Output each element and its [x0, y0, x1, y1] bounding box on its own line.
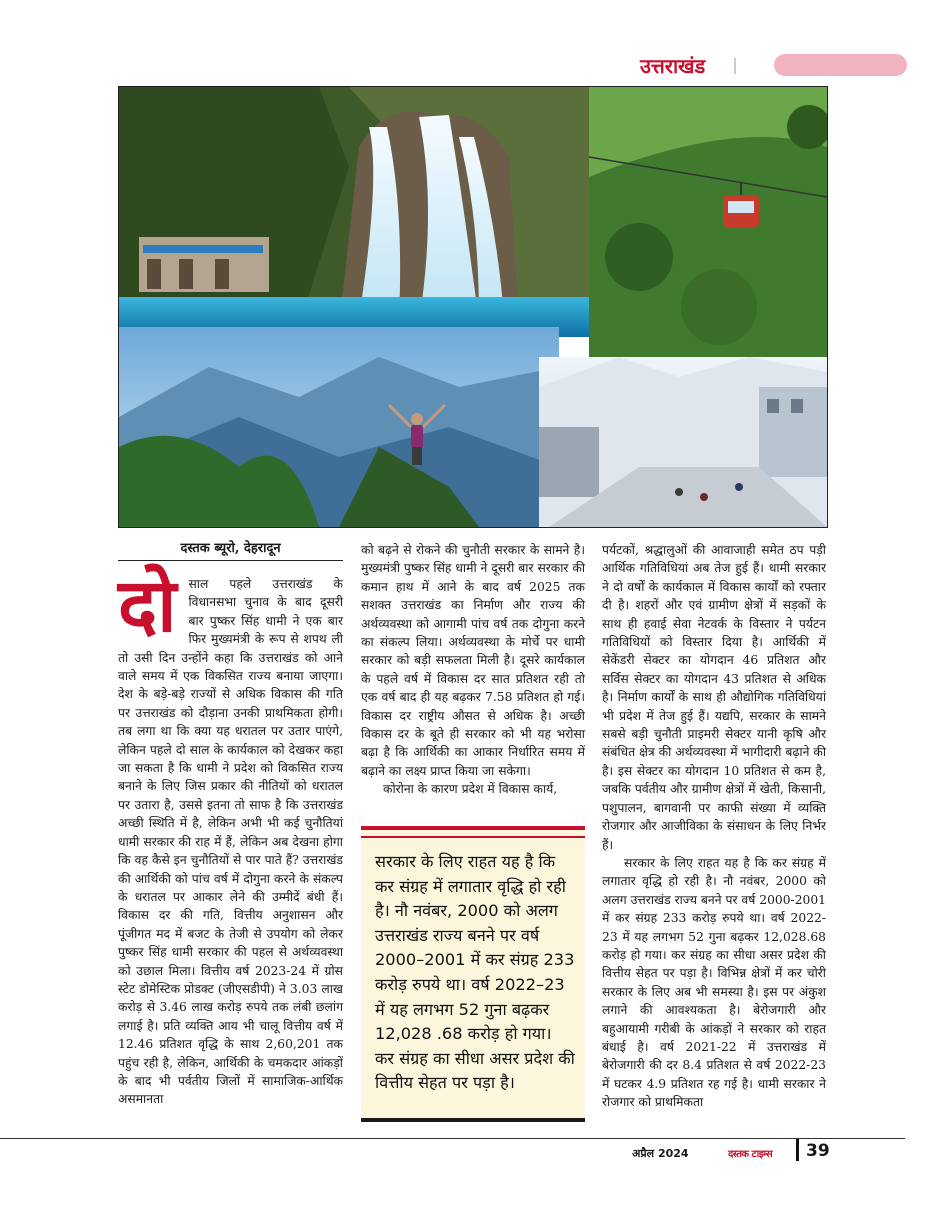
ropeway-scene [589, 87, 827, 357]
footer-rule [0, 1138, 905, 1139]
section-title: उत्तराखंड [640, 54, 706, 78]
pull-quote-box [361, 826, 585, 1122]
header-pill [774, 54, 907, 76]
opening-paragraph [118, 563, 343, 1109]
col3-paragraph-1: पर्यटकों, श्रद्धालुओं की आवाजाही समेत ठप पड़ी आर्थिक गतिविधियां अब तेज हुई हैं। धामी सरकार ने दो वर्षों के कार्यकाल में विकास कार्यों को रफ्तार दी है। शहरों और एवं ग्रामीण क्षेत्रों में सड़कों के साथ ही हवाई सेवा नेटवर्क के विस्तार ने पर्यटन गतिविधियों को विस्तार दिया है। आर्थिकी में सेकेंडरी सेक्टर का योगदान 46 प्रतिशत और सर्विस सेक्टर का योगदान 43 प्रतिशत से अधिक है। निर्माण कार्यों के साथ ही औद्योगिक गतिविधियां भी प्रदेश में तेज हुई हैं। यद्यपि, सरकार के सामने सबसे बड़ी चुनौती प्राइमरी सेक्टर यानी कृषि और संबंधित क्षेत्र की अर्थव्यवस्था में भागीदारी बढ़ाने की है। इस सेक्टर का योगदान 10 प्रतिशत से कम है, जबकि पर्वतीय और ग्रामीण क्षेत्रों में खेती, किसानी, पशुपालन, बागवानी पर काफी संख्या में व्यक्ति रोजगार और आजीविका के संसाधन के लिए निर्भर हैं। [602, 543, 826, 852]
footer-date: अप्रैल 2024 [632, 1147, 689, 1160]
header-divider [734, 58, 736, 74]
col2-paragraph-1: को बढ़ने से रोकने की चुनौती सरकार के सामने है। मुख्यमंत्री पुष्कर सिंह धामी ने दूसरी बार सरकार की कमान हाथ में आने के बाद वर्ष 2025 तक सशक्त उत्तराखंड का निर्माण और राज्य की अर्थव्यवस्था को आगामी पांच वर्ष तक दोगुना करने का संकल्प लिया। अर्थव्यवस्था के मोर्चे पर धामी सरकार को बड़ी सफलता मिली है। दूसरे कार्यकाल के पहले वर्ष में विकास दर सात प्रतिशत रही तो एक वर्ष बाद ही यह बढ़कर 7.58 प्रतिशत हो गई। विकास दर राष्ट्रीय औसत से अधिक है। अच्छी विकास दर के बूते ही सरकार को भी यह भरोसा बढ़ा है कि आर्थिकी का आकार निर्धारित समय में बढ़ाने का लक्ष्य प्राप्त किया जा सकेगा। [361, 543, 585, 778]
article-column-3 [602, 541, 826, 1112]
footer-separator [796, 1139, 799, 1161]
hero-image [118, 86, 828, 528]
snow-town-scene [539, 357, 827, 527]
footer-brand-logo: दस्तक टाइम्स [728, 1149, 773, 1160]
page-number: 39 [806, 1141, 830, 1161]
pull-quote: सरकार के लिए राहत यह है कि कर संग्रह में लगातार वृद्धि हो रही है। नौ नवंबर, 2000 को अलग उत्तराखंड राज्य बनने पर वर्ष 2000–2001 में कर संग्रह 233 करोड़ रुपये था। वर्ष 2022–23 में यह लगभग 52 गुना बढ़कर 12,028 .68 करोड़ हो गया। कर संग्रह का सीधा असर प्रदेश की वित्तीय सेहत पर पड़ा है। [375, 852, 575, 1093]
col2-paragraph-2: कोरोना के कारण प्रदेश में विकास कार्य, [383, 782, 558, 797]
article-column-1 [118, 540, 343, 1109]
drop-cap: दो [118, 563, 177, 649]
col1-text: साल पहले उत्तराखंड के विधानसभा चुनाव के बाद दूसरी बार पुष्कर सिंह धामी ने एक बार फिर मुख्यमंत्री के रूप से शपथ ली तो उसी दिन उन्होंने कहा कि उत्तराखंड को आने वाले समय में एक विकसित राज्य बनाया जाएगा। देश के बड़े-बड़े राज्यों से अधिक विकास की गति पर उत्तराखंड को दौड़ाना उनकी प्राथमिकता होगी। तब लगा था कि क्या यह धरातल पर उतार पाएंगे, लेकिन पहले दो साल के कार्यकाल को देखकर कहा जा सकता है कि धामी ने प्रदेश को विकसित राज्य बनाने के लिए जिस प्रकार की नीतियों को धरातल पर उतारा है, उससे इतना तो साफ है कि उत्तराखंड अच्छी स्थिति में है, लेकिन अभी भी कई चुनौतियां धामी सरकार की राह में हैं, लेकिन अब देखना होगा कि वह कैसे इन चुनौतियों से पार पाते हैं? उत्तराखंड की आर्थिकी को पांच वर्ष में दोगुना करने के संकल्प के धरातल पर आकार लेने की उम्मीदें बंधी हैं। विकास दर की गति, वित्तीय अनुशासन और पूंजीगत मद में बजट के तेजी से उपयोग को लेकर पुष्कर सिंह धामी सरकार की पहल से अर्थव्यवस्था को उछाल मिला। वित्तीय वर्ष 2023-24 में ग्रोस स्टेट डोमेस्टिक प्रोडक्ट (जीएसडीपी) ने 3.03 लाख करोड़ से 3.46 लाख करोड़ रुपये तक लंबी छलांग लगाई है। प्रति व्यक्ति आय भी चालू वित्तीय वर्ष में 12.46 प्रतिशत वृद्धि के साथ 2,60,201 तक पहुंच रही है, लेकिन, आर्थिकी के चमकदार आंकड़ों के बाद भी पर्वतीय जिलों में सामाजिक-आर्थिक असमानता [118, 577, 343, 1107]
byline: दस्तक ब्यूरो, देहरादून [118, 540, 343, 561]
col3-paragraph-2: सरकार के लिए राहत यह है कि कर संग्रह में लगातार वृद्धि हो रही है। नौ नवंबर, 2000 को अलग उत्तराखंड राज्य बनने पर वर्ष 2000-2001 में कर संग्रह 233 करोड़ रुपये था। वर्ष 2022-23 में यह लगभग 52 गुना बढ़कर 12,028.68 करोड़ हो गया। कर संग्रह का सीधा असर प्रदेश की वित्तीय सेहत पर पड़ा है। विभिन्न क्षेत्रों में कर चोरी सरकार के लिए अब भी समस्या है। इस पर अंकुश लगाने की आवश्यकता है। बेरोजगारी और बहुआयामी गरीबी के आंकड़ों ने सरकार को राहत बंधाई है। वर्ष 2021-22 में उत्तराखंड में बेरोजगारी की दर 8.4 प्रतिशत से वर्ष 2022-23 में घटकर 4.9 प्रतिशत रह गई है। धामी सरकार ने रोजगार को प्राथमिकता [602, 855, 826, 1110]
waterfall-scene [119, 87, 589, 337]
hiker-scene [119, 327, 559, 527]
article-column-2 [361, 541, 585, 799]
